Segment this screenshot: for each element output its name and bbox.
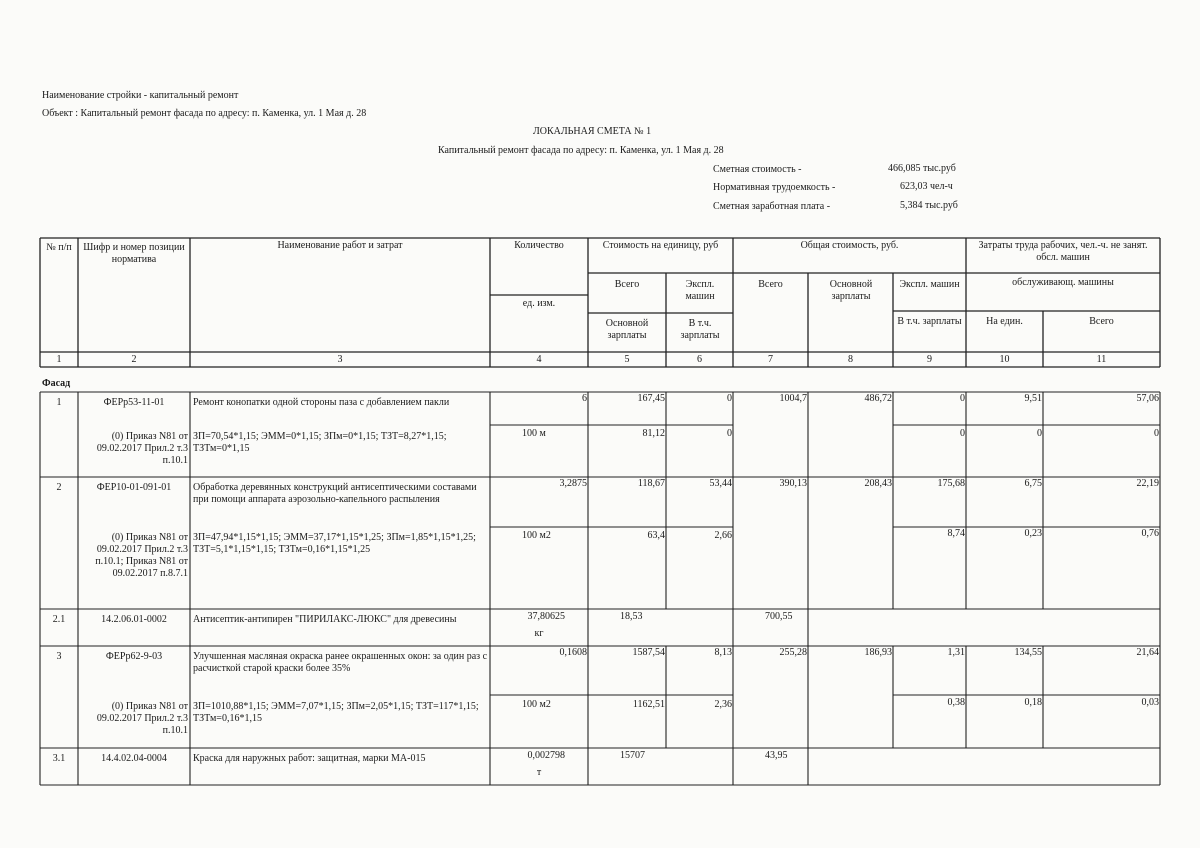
row-machines: 175,68 bbox=[937, 478, 965, 489]
col-number: 2 bbox=[131, 354, 137, 365]
row-unit-total: 18,53 bbox=[620, 611, 643, 622]
row-base-wage: 186,93 bbox=[864, 647, 892, 658]
col-number: 4 bbox=[536, 354, 542, 365]
row-unit-machines: 0 bbox=[727, 393, 732, 404]
row-total: 1004,7 bbox=[779, 393, 807, 404]
col-header-all: Всего bbox=[758, 279, 783, 290]
row-qty: 0,1608 bbox=[559, 647, 587, 658]
col-header-unit: ед. изм. bbox=[522, 298, 556, 309]
row-unit: кг bbox=[534, 628, 544, 639]
row-labor-total: 21,64 bbox=[1136, 647, 1159, 658]
row-coefficients: ЗП=70,54*1,15; ЭММ=0*1,15; ЗПм=0*1,15; ТЗТ=8,27*1,15; ТЗТм=0*1,15 bbox=[193, 431, 447, 454]
document-title: ЛОКАЛЬНАЯ СМЕТА № 1 bbox=[533, 126, 652, 137]
col-number: 11 bbox=[1096, 354, 1107, 365]
col-header-per-unit: На един. bbox=[986, 316, 1023, 327]
col-header-name: Наименование работ и затрат bbox=[277, 240, 403, 251]
summary-value: 5,384 тыс.руб bbox=[900, 200, 958, 211]
row-labor-machines-unit: 0,18 bbox=[1024, 697, 1042, 708]
row-labor-total: 22,19 bbox=[1136, 478, 1159, 489]
col-header-base-wage: Основной зарплаты bbox=[605, 318, 649, 341]
row-labor-total: 57,06 bbox=[1136, 393, 1159, 404]
row-name: Краска для наружных работ: защитная, марки МА-015 bbox=[193, 753, 426, 764]
row-unit: 100 м bbox=[522, 428, 546, 439]
document-subtitle: Капитальный ремонт фасада по адресу: п. Каменка, ул. 1 Мая д. 28 bbox=[438, 145, 724, 156]
col-number: 9 bbox=[927, 354, 932, 365]
col-header-total-cost: Общая стоимость, руб. bbox=[800, 240, 899, 251]
col-header-labor: Затраты труда рабочих, чел.-ч. не занят. обсл. машин bbox=[978, 240, 1148, 263]
row-labor-machines-total: 0,76 bbox=[1141, 528, 1159, 539]
row-base-wage: 486,72 bbox=[864, 393, 892, 404]
col-header-incl-wage: В т.ч. зарплаты bbox=[680, 318, 720, 341]
row-num: 2.1 bbox=[52, 614, 66, 625]
row-unit: т bbox=[536, 767, 542, 778]
row-base-wage-unit: 1162,51 bbox=[632, 699, 665, 710]
section-title: Фасад bbox=[42, 378, 71, 389]
row-unit-total: 15707 bbox=[620, 750, 645, 761]
construction-name: Наименование стройки - капитальный ремонт bbox=[42, 90, 239, 101]
row-incl-wage-unit: 2,66 bbox=[714, 530, 732, 541]
row-reference: (0) Приказ N81 от 09.02.2017 Прил.2 т.3 п.10.1; Приказ N81 от 09.02.2017 п.8.7.1 bbox=[95, 532, 188, 579]
summary-label: Сметная заработная плата - bbox=[713, 201, 831, 212]
row-unit: 100 м2 bbox=[522, 699, 551, 710]
col-number: 6 bbox=[697, 354, 702, 365]
row-code: ФЕР10-01-091-01 bbox=[96, 482, 172, 493]
row-labor-unit: 6,75 bbox=[1024, 478, 1042, 489]
object-name: Объект : Капитальный ремонт фасада по адресу: п. Каменка, ул. 1 Мая д. 28 bbox=[42, 108, 367, 119]
row-qty: 3,2875 bbox=[559, 478, 587, 489]
row-num: 1 bbox=[56, 397, 62, 408]
row-code: ФЕРр53-11-01 bbox=[103, 397, 165, 408]
row-labor-machines-total: 0 bbox=[1154, 428, 1159, 439]
row-name: Антисептик-антипирен "ПИРИЛАКС-ЛЮКС" для древесины bbox=[193, 614, 457, 625]
row-incl-wage-unit: 0 bbox=[727, 428, 732, 439]
row-num: 3.1 bbox=[52, 753, 66, 764]
row-base-wage: 208,43 bbox=[864, 478, 892, 489]
row-reference: (0) Приказ N81 от 09.02.2017 Прил.2 т.3 п.10.1 bbox=[96, 701, 188, 736]
row-labor-unit: 9,51 bbox=[1024, 393, 1042, 404]
col-header-machines: Экспл. машин bbox=[899, 279, 960, 290]
summary-value: 623,03 чел-ч bbox=[900, 181, 953, 192]
col-number: 1 bbox=[56, 354, 62, 365]
col-header-total: Всего bbox=[1089, 316, 1114, 327]
summary-value: 466,085 тыс.руб bbox=[888, 163, 956, 174]
row-reference: (0) Приказ N81 от 09.02.2017 Прил.2 т.3 п.10.1 bbox=[96, 431, 188, 466]
row-labor-machines-total: 0,03 bbox=[1141, 697, 1159, 708]
row-total: 700,55 bbox=[765, 611, 793, 622]
col-header-all: Всего bbox=[614, 279, 640, 290]
col-header-labor-machines: обслуживающ. машины bbox=[1012, 277, 1114, 288]
row-name: Улучшенная масляная окраска ранее окрашенных окон: за один раз с расчисткой старой краски более 35% bbox=[193, 651, 488, 674]
row-base-wage-unit: 63,4 bbox=[647, 530, 665, 541]
row-unit-total: 118,67 bbox=[637, 478, 665, 489]
row-qty: 37,80625 bbox=[527, 611, 565, 622]
row-name: Ремонт конопатки одной стороны паза с добавлением пакли bbox=[193, 397, 450, 408]
row-name: Обработка деревянных конструкций антисептическими составами при помощи аппарата аэрозольно-капельного распыления bbox=[193, 482, 477, 505]
row-machines: 1,31 bbox=[947, 647, 965, 658]
row-code: 14.2.06.01-0002 bbox=[101, 614, 167, 625]
col-header-code: Шифр и номер позиции норматива bbox=[83, 242, 185, 265]
row-num: 3 bbox=[56, 651, 62, 662]
row-num: 2 bbox=[56, 482, 62, 493]
col-number: 8 bbox=[848, 354, 853, 365]
col-header-num: № п/п bbox=[46, 242, 72, 253]
row-coefficients: ЗП=47,94*1,15*1,15; ЭММ=37,17*1,15*1,25; ЗПм=1,85*1,15*1,25; ТЗТ=5,1*1,15*1,15; ТЗТм=0,16*1,15*1,25 bbox=[193, 532, 476, 555]
col-number: 3 bbox=[337, 354, 343, 365]
col-number: 10 bbox=[999, 354, 1010, 365]
row-incl-wage: 0,38 bbox=[947, 697, 965, 708]
col-header-qty: Количество bbox=[514, 240, 564, 251]
row-incl-wage-unit: 2,36 bbox=[714, 699, 732, 710]
row-code: 14.4.02.04-0004 bbox=[101, 753, 167, 764]
row-incl-wage: 8,74 bbox=[947, 528, 965, 539]
row-labor-machines-unit: 0,23 bbox=[1024, 528, 1042, 539]
row-unit-machines: 53,44 bbox=[709, 478, 732, 489]
row-labor-machines-unit: 0 bbox=[1037, 428, 1042, 439]
row-unit: 100 м2 bbox=[522, 530, 551, 541]
row-unit-total: 167,45 bbox=[637, 393, 665, 404]
row-total: 255,28 bbox=[779, 647, 807, 658]
row-unit-machines: 8,13 bbox=[714, 647, 732, 658]
row-qty: 6 bbox=[582, 393, 587, 404]
col-header-incl-wage: В т.ч. зарплаты bbox=[897, 316, 962, 327]
row-unit-total: 1587,54 bbox=[632, 647, 665, 658]
col-header-unit-cost: Стоимость на единицу, руб bbox=[602, 240, 719, 251]
row-machines: 0 bbox=[960, 393, 965, 404]
col-number: 5 bbox=[624, 354, 630, 365]
col-header-machines: Экспл. машин bbox=[685, 279, 715, 302]
row-total: 390,13 bbox=[779, 478, 807, 489]
row-code: ФЕРр62-9-03 bbox=[105, 651, 163, 662]
row-base-wage-unit: 81,12 bbox=[642, 428, 665, 439]
summary-label: Сметная стоимость - bbox=[713, 164, 802, 175]
row-labor-unit: 134,55 bbox=[1014, 647, 1042, 658]
row-qty: 0,002798 bbox=[527, 750, 565, 761]
col-number: 7 bbox=[768, 354, 773, 365]
summary-label: Нормативная трудоемкость - bbox=[713, 182, 836, 193]
col-header-base-wage: Основной зарплаты bbox=[829, 279, 873, 302]
row-incl-wage: 0 bbox=[960, 428, 965, 439]
row-coefficients: ЗП=1010,88*1,15; ЭММ=7,07*1,15; ЗПм=2,05*1,15; ТЗТ=117*1,15; ТЗТм=0,16*1,15 bbox=[193, 701, 479, 724]
row-total: 43,95 bbox=[765, 750, 788, 761]
